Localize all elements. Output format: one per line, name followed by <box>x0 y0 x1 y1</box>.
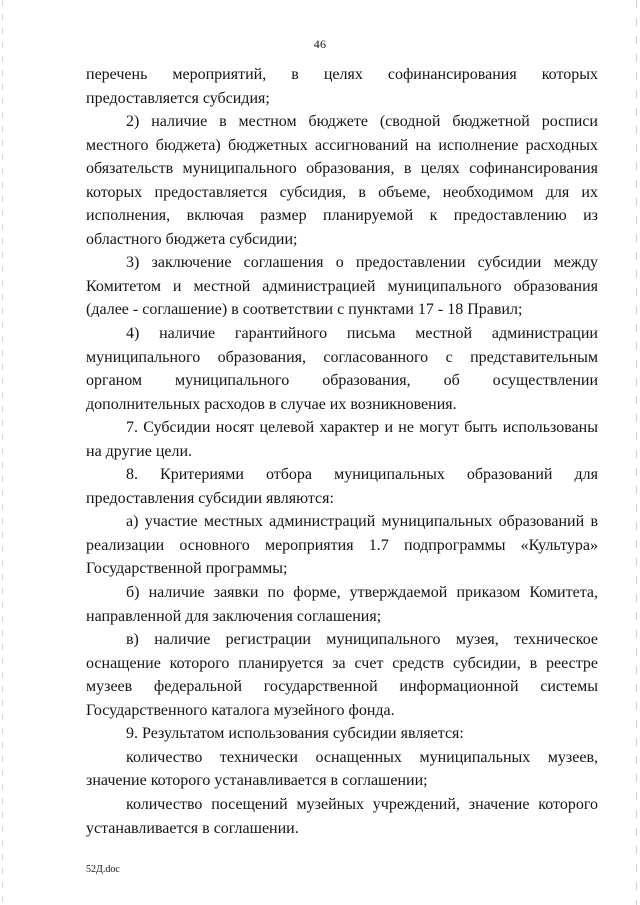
paragraph-continuation: перечень мероприятий, в целях софинансирования которых предоставляется субсидия; <box>86 66 598 107</box>
paragraph-result-visits: количество посещений музейных учреждений, значение которого устанавливается в соглашении. <box>86 795 598 837</box>
paragraph-clause-7: 7. Субсидии носят целевой характер и не могут быть использованы на другие цели. <box>86 419 598 460</box>
paragraph-item-3: 3) заключение соглашения о предоставлении субсидии между Комитетом и местной администрацией муниципального образования (далее - соглашение) в соответствии с пунктами 17 - 18 Правил; <box>86 254 598 319</box>
document-body <box>86 63 598 840</box>
scan-edge-right <box>636 0 637 905</box>
paragraph-item-v: в) наличие регистрации муниципального музея, техническое оснащение которого планируется за счет средств субсидии, в реестре музеев федеральной государственной информационной системы Государственного каталога музейного фонда. <box>86 631 598 719</box>
paragraph-item-b: б) наличие заявки по форме, утверждаемой приказом Комитета, направленной для заключения соглашения; <box>86 584 598 625</box>
paragraph-item-a: а) участие местных администраций муниципальных образований в реализации основного мероприятия 1.7 подпрограммы «Культура» Государственной программы; <box>86 513 598 578</box>
paragraph-clause-9: 9. Результатом использования субсидии является: <box>126 725 464 743</box>
paragraph-item-4: 4) наличие гарантийного письма местной администрации муниципального образования, согласованного с представительным органом муниципального образования, об осуществлении дополнительных расходов в случае их возникновения. <box>86 325 598 413</box>
file-name-footer: 52Д.doc <box>86 864 120 875</box>
paragraph-clause-8: 8. Критериями отбора муниципальных образований для предоставления субсидии являются: <box>86 466 598 507</box>
page-number: 46 <box>313 37 327 51</box>
scan-edge-left <box>2 0 3 905</box>
paragraph-item-2: 2) наличие в местном бюджете (сводной бюджетной росписи местного бюджета) бюджетных ассигнований на исполнение расходных обязательств муниципального образования, в целях софинансирования которых предоставляется субсидия, в объеме, необходимом для их исполнения, включая размер планируемой к предоставлению из областного бюджета субсидии; <box>86 113 598 248</box>
paragraph-result-museums: количество технически оснащенных муниципальных музеев, значение которого устанавливается в соглашении; <box>86 748 598 790</box>
